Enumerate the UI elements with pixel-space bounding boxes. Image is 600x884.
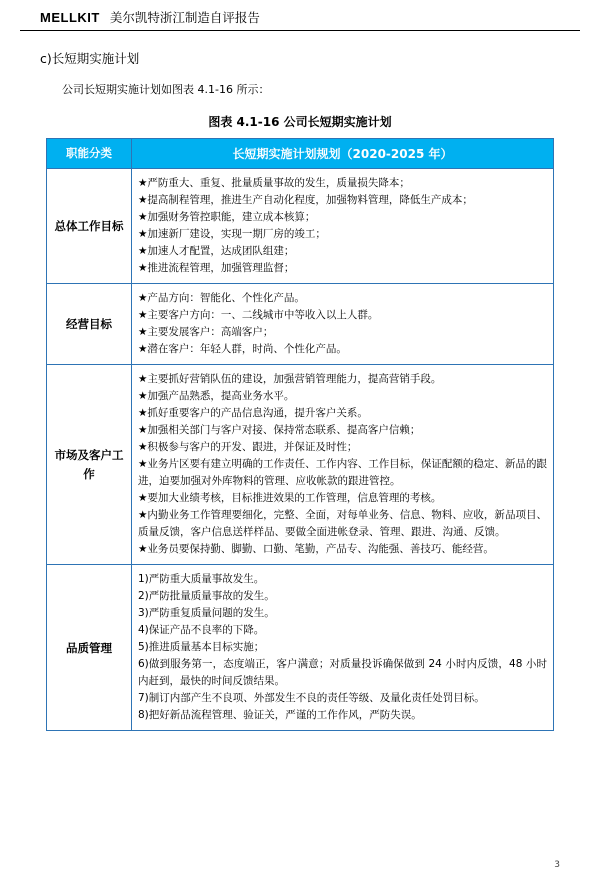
content-line: 8)把好新品流程管理、验证关，严谨的工作作风，严防失误。 [138, 709, 422, 722]
content-line: ★要加大业绩考核，目标推进效果的工作管理，信息管理的考核。 [138, 492, 442, 505]
content-line: 5)推进质量基本目标实施； [138, 641, 265, 654]
content-line: ★加强相关部门与客户对接、保持常态联系、提高客户信赖； [138, 424, 421, 437]
content-line: ★主要发展客户：高端客户； [138, 326, 274, 339]
table-caption: 图表 4.1-16 公司长短期实施计划 [208, 115, 392, 129]
row-content [132, 169, 554, 284]
content-line: ★提高制程管理，推进生产自动化程度，加强物料管理，降低生产成本； [138, 194, 473, 207]
content-line: ★加强财务管控职能，建立成本核算； [138, 211, 316, 224]
table-row [47, 365, 554, 565]
row-category: 市场及客户工作 [47, 365, 132, 565]
content-line: 7)制订内部产生不良项、外部发生不良的责任等级、及量化责任处罚目标。 [138, 692, 485, 705]
content-line: ★推进流程管理，加强管理监督； [138, 262, 295, 275]
content-line: ★内勤业务工作管理要细化，完整、全面，对每单业务、信息、物料、应收，新品项目、质量反馈，客户信息送样样品、要做全面进帐登录、管理、跟进、沟通、反馈。 [138, 509, 547, 539]
row-content [132, 284, 554, 365]
content-line: 2)严防批量质量事故的发生。 [138, 590, 275, 603]
row-category: 总体工作目标 [47, 169, 132, 284]
table-header-main: 长短期实施计划规划（2020-2025 年） [132, 139, 554, 169]
content-line: 6)做到服务第一，态度端正，客户满意；对质量投诉确保做到 24 小时内反馈，48 小时内赶到，最快的时间反馈结果。 [138, 658, 547, 688]
content-line: 3)严防重复质量问题的发生。 [138, 607, 275, 620]
content-line: ★加速新厂建设，实现一期厂房的竣工； [138, 228, 326, 241]
table-row [47, 284, 554, 365]
content-line: ★积极参与客户的开发、跟进，并保证及时性； [138, 441, 358, 454]
section-title: c)长短期实施计划 [40, 51, 140, 66]
content-line: 1)严防重大质量事故发生。 [138, 573, 265, 586]
table-header-row [47, 139, 554, 169]
content-line: ★严防重大、重复、批量质量事故的发生，质量损失降本； [138, 177, 410, 190]
plan-table [46, 138, 554, 731]
brand-logo: MELLKIT [40, 10, 100, 25]
row-content [132, 365, 554, 565]
table-header-category: 职能分类 [47, 139, 132, 169]
table-body [47, 169, 554, 731]
content-line: ★主要客户方向：一、二线城市中等收入以上人群。 [138, 309, 379, 322]
page-header [20, 0, 580, 31]
content-line: ★潜在客户：年轻人群，时尚、个性化产品。 [138, 343, 347, 356]
content-line: ★业务片区要有建立明确的工作责任、工作内容、工作目标，保证配额的稳定、新品的跟进，迫要加强对外库物料的管理、应收帐款的跟进管控。 [138, 458, 547, 488]
row-content [132, 565, 554, 731]
header-title: 美尔凯特浙江制造自评报告 [109, 10, 260, 25]
content-line: 4)保证产品不良率的下降。 [138, 624, 265, 637]
content-line: ★加速人才配置，达成团队组建； [138, 245, 295, 258]
content-line: ★业务员要保持勤、脚勤、口勤、笔勤，产品专、沟能强、善技巧、能经营。 [138, 543, 494, 556]
intro-paragraph: 公司长短期实施计划如图表 4.1-16 所示： [62, 83, 270, 96]
content-line: ★产品方向：智能化、个性化产品。 [138, 292, 305, 305]
table-row [47, 169, 554, 284]
content-line: ★主要抓好营销队伍的建设，加强营销管理能力，提高营销手段。 [138, 373, 442, 386]
row-category: 品质管理 [47, 565, 132, 731]
row-category: 经营目标 [47, 284, 132, 365]
content-line: ★抓好重要客户的产品信息沟通，提升客户关系。 [138, 407, 368, 420]
page-number: 3 [554, 860, 560, 870]
table-row [47, 565, 554, 731]
content-line: ★加强产品熟悉，提高业务水平。 [138, 390, 295, 403]
